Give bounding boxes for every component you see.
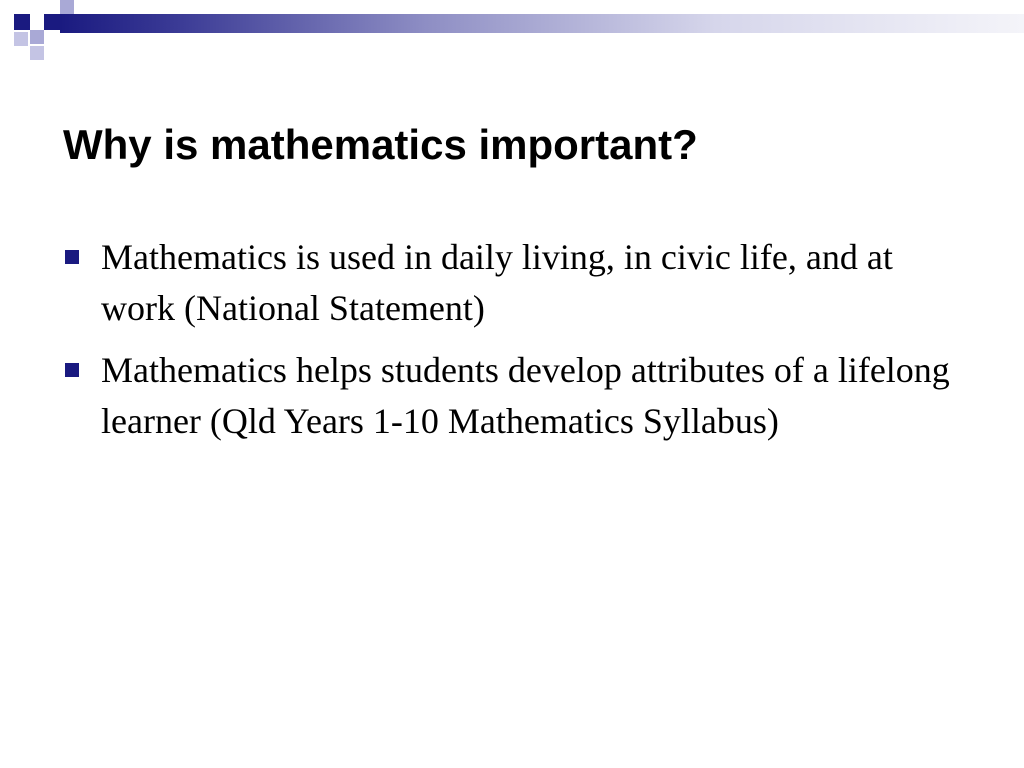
slide-title: Why is mathematics important? [63, 121, 698, 168]
bullet-list [63, 232, 963, 458]
decor-square [14, 14, 30, 30]
decor-square [14, 32, 28, 46]
bullet-item [63, 232, 963, 334]
square-bullet-icon [65, 363, 79, 377]
decor-square [30, 30, 44, 44]
header-gradient-bar [60, 14, 1024, 33]
header-decoration [0, 0, 1024, 64]
decor-square [60, 0, 74, 14]
square-bullet-icon [65, 250, 79, 264]
decor-square [30, 46, 44, 60]
bullet-text: Mathematics is used in daily living, in civic life, and at work (National Statement) [101, 237, 893, 328]
bullet-text: Mathematics helps students develop attributes of a lifelong learner (Qld Years 1-10 Mathematics Syllabus) [101, 350, 950, 441]
bullet-item [63, 345, 963, 447]
decor-square [44, 14, 60, 30]
